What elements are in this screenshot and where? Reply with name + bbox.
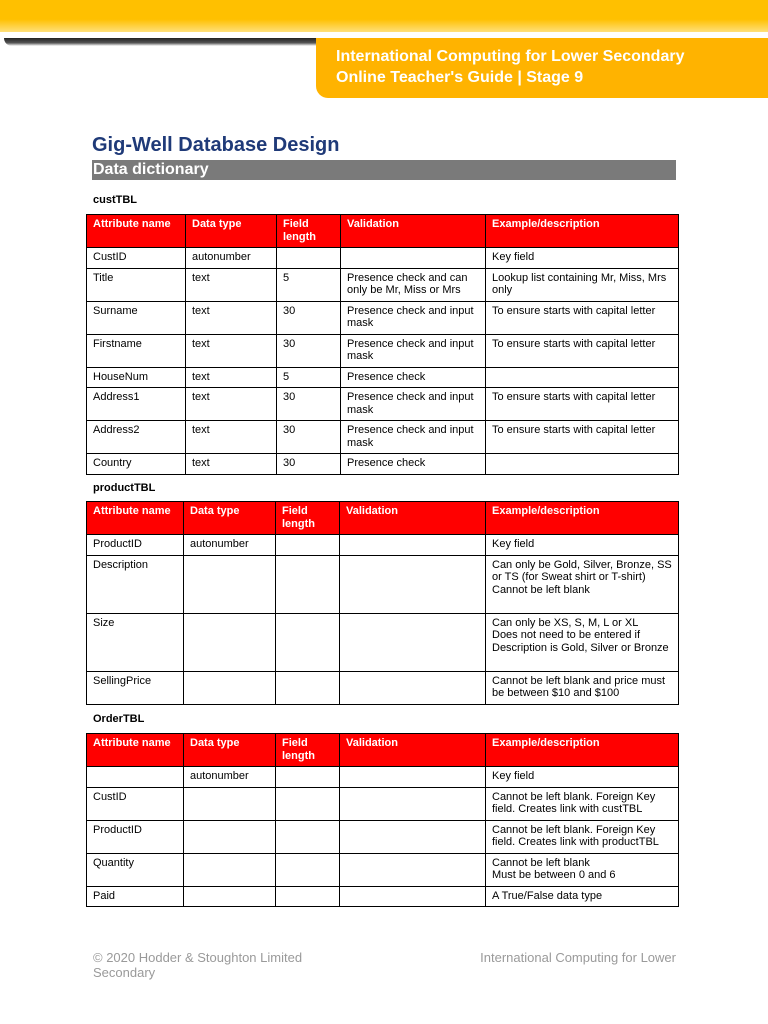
column-header: Validation — [340, 734, 486, 767]
table-cell — [276, 853, 340, 886]
table-cell: Size — [87, 613, 184, 671]
table-cell — [276, 535, 340, 556]
column-header: Field length — [276, 502, 340, 535]
table-cell: Presence check and input mask — [341, 334, 486, 367]
table-cell — [184, 853, 276, 886]
table-cell: text — [186, 367, 277, 388]
table-cell — [340, 535, 486, 556]
table-cell: To ensure starts with capital letter — [486, 421, 679, 454]
table-cell — [340, 671, 486, 704]
table-cell: Surname — [87, 301, 186, 334]
column-header: Data type — [184, 502, 276, 535]
table-row — [87, 248, 679, 269]
table-cell: Description — [87, 555, 184, 613]
table-cell: autonumber — [184, 767, 276, 788]
column-header: Data type — [184, 734, 276, 767]
table-header-row — [87, 215, 679, 248]
table-cell: To ensure starts with capital letter — [486, 388, 679, 421]
table-cell — [340, 613, 486, 671]
table-cell: text — [186, 334, 277, 367]
data-table-custtbl — [86, 214, 679, 475]
page-title: Gig-Well Database Design — [92, 134, 340, 156]
table-cell: Lookup list containing Mr, Miss, Mrs only — [486, 268, 679, 301]
column-header: Example/description — [486, 215, 679, 248]
data-table-producttbl — [86, 501, 679, 705]
data-table-ordertbl — [86, 733, 679, 907]
table-cell: Presence check — [341, 454, 486, 475]
table-cell: CustID — [87, 248, 186, 269]
table-cell: text — [186, 388, 277, 421]
table-cell: ProductID — [87, 820, 184, 853]
table-header-row — [87, 734, 679, 767]
header-shadow — [4, 38, 320, 46]
header-title-line1: International Computing for Lower Secondary — [336, 48, 685, 65]
table-cell — [340, 820, 486, 853]
table-cell — [486, 367, 679, 388]
table-cell — [486, 454, 679, 475]
table-cell: HouseNum — [87, 367, 186, 388]
table-cell: Can only be Gold, Silver, Bronze, SS or TS (for Sweat shirt or T-shirt) Cannot be left blank — [486, 555, 679, 613]
table-cell: text — [186, 421, 277, 454]
footer-copyright: © 2020 Hodder & Stoughton Limited Secondary — [93, 950, 303, 980]
column-header: Field length — [277, 215, 341, 248]
table-cell: Presence check and can only be Mr, Miss or Mrs — [341, 268, 486, 301]
table-cell: Key field — [486, 248, 679, 269]
table-row — [87, 853, 679, 886]
table-cell — [276, 886, 340, 907]
table-cell — [276, 787, 340, 820]
table-cell — [340, 555, 486, 613]
table-row — [87, 671, 679, 704]
table-cell: Cannot be left blank. Foreign Key field. Creates link with custTBL — [486, 787, 679, 820]
footer-course: International Computing for Lower — [480, 950, 676, 965]
header-title-line2: Online Teacher's Guide | Stage 9 — [336, 69, 584, 86]
table-cell: autonumber — [186, 248, 277, 269]
table-header-row — [87, 502, 679, 535]
table-row — [87, 820, 679, 853]
table-cell — [277, 248, 341, 269]
table-cell: 30 — [277, 421, 341, 454]
table-row — [87, 886, 679, 907]
table-row — [87, 268, 679, 301]
table-row — [87, 454, 679, 475]
table-cell: text — [186, 301, 277, 334]
table-cell: Country — [87, 454, 186, 475]
table-cell: text — [186, 268, 277, 301]
column-header: Data type — [186, 215, 277, 248]
table-row — [87, 388, 679, 421]
table-cell: CustID — [87, 787, 184, 820]
table-cell: To ensure starts with capital letter — [486, 334, 679, 367]
table-cell: ProductID — [87, 535, 184, 556]
table-label-custtbl: custTBL — [93, 194, 137, 206]
table-row — [87, 334, 679, 367]
table-cell: Title — [87, 268, 186, 301]
table-cell: Presence check and input mask — [341, 421, 486, 454]
table-cell: autonumber — [184, 535, 276, 556]
table-cell: Can only be XS, S, M, L or XL Does not need to be entered if Description is Gold, Silver or Bronze — [486, 613, 679, 671]
table-cell — [276, 671, 340, 704]
table-cell: Cannot be left blank. Foreign Key field. Creates link with productTBL — [486, 820, 679, 853]
table-cell: Paid — [87, 886, 184, 907]
table-cell: 5 — [277, 367, 341, 388]
table-label-producttbl: productTBL — [93, 482, 156, 494]
table-cell: Quantity — [87, 853, 184, 886]
section-bar — [92, 160, 676, 180]
table-cell: 30 — [277, 301, 341, 334]
table-row — [87, 555, 679, 613]
table-row — [87, 421, 679, 454]
table-cell: Key field — [486, 535, 679, 556]
table-cell: 30 — [277, 388, 341, 421]
table-cell — [184, 886, 276, 907]
table-cell: 30 — [277, 334, 341, 367]
table-cell — [340, 886, 486, 907]
column-header: Example/description — [486, 502, 679, 535]
table-cell: Cannot be left blank and price must be between $10 and $100 — [486, 671, 679, 704]
table-row — [87, 301, 679, 334]
table-cell — [184, 787, 276, 820]
column-header: Attribute name — [87, 734, 184, 767]
column-header: Attribute name — [87, 502, 184, 535]
table-cell: Key field — [486, 767, 679, 788]
table-cell — [276, 767, 340, 788]
table-cell: Presence check and input mask — [341, 301, 486, 334]
column-header: Field length — [276, 734, 340, 767]
table-cell: text — [186, 454, 277, 475]
table-cell: A True/False data type — [486, 886, 679, 907]
column-header: Example/description — [486, 734, 679, 767]
table-cell: Address2 — [87, 421, 186, 454]
table-row — [87, 767, 679, 788]
column-header: Validation — [341, 215, 486, 248]
table-cell — [340, 767, 486, 788]
column-header: Attribute name — [87, 215, 186, 248]
table-row — [87, 613, 679, 671]
table-cell: 30 — [277, 454, 341, 475]
table-cell — [184, 613, 276, 671]
table-row — [87, 787, 679, 820]
section-title: Data dictionary — [93, 161, 209, 178]
table-cell — [276, 820, 340, 853]
table-cell — [184, 820, 276, 853]
column-header: Validation — [340, 502, 486, 535]
table-cell: Cannot be left blank Must be between 0 and 6 — [486, 853, 679, 886]
table-cell: SellingPrice — [87, 671, 184, 704]
table-cell — [340, 853, 486, 886]
table-row — [87, 535, 679, 556]
table-cell: To ensure starts with capital letter — [486, 301, 679, 334]
table-cell — [340, 787, 486, 820]
table-cell: Firstname — [87, 334, 186, 367]
table-cell — [276, 613, 340, 671]
table-label-ordertbl: OrderTBL — [93, 713, 145, 725]
table-cell — [276, 555, 340, 613]
header-gradient — [0, 0, 768, 32]
table-cell — [341, 248, 486, 269]
table-cell: 5 — [277, 268, 341, 301]
table-cell — [184, 671, 276, 704]
table-cell — [184, 555, 276, 613]
table-cell: Address1 — [87, 388, 186, 421]
table-row — [87, 367, 679, 388]
table-cell: Presence check — [341, 367, 486, 388]
table-cell: Presence check and input mask — [341, 388, 486, 421]
table-cell — [87, 767, 184, 788]
